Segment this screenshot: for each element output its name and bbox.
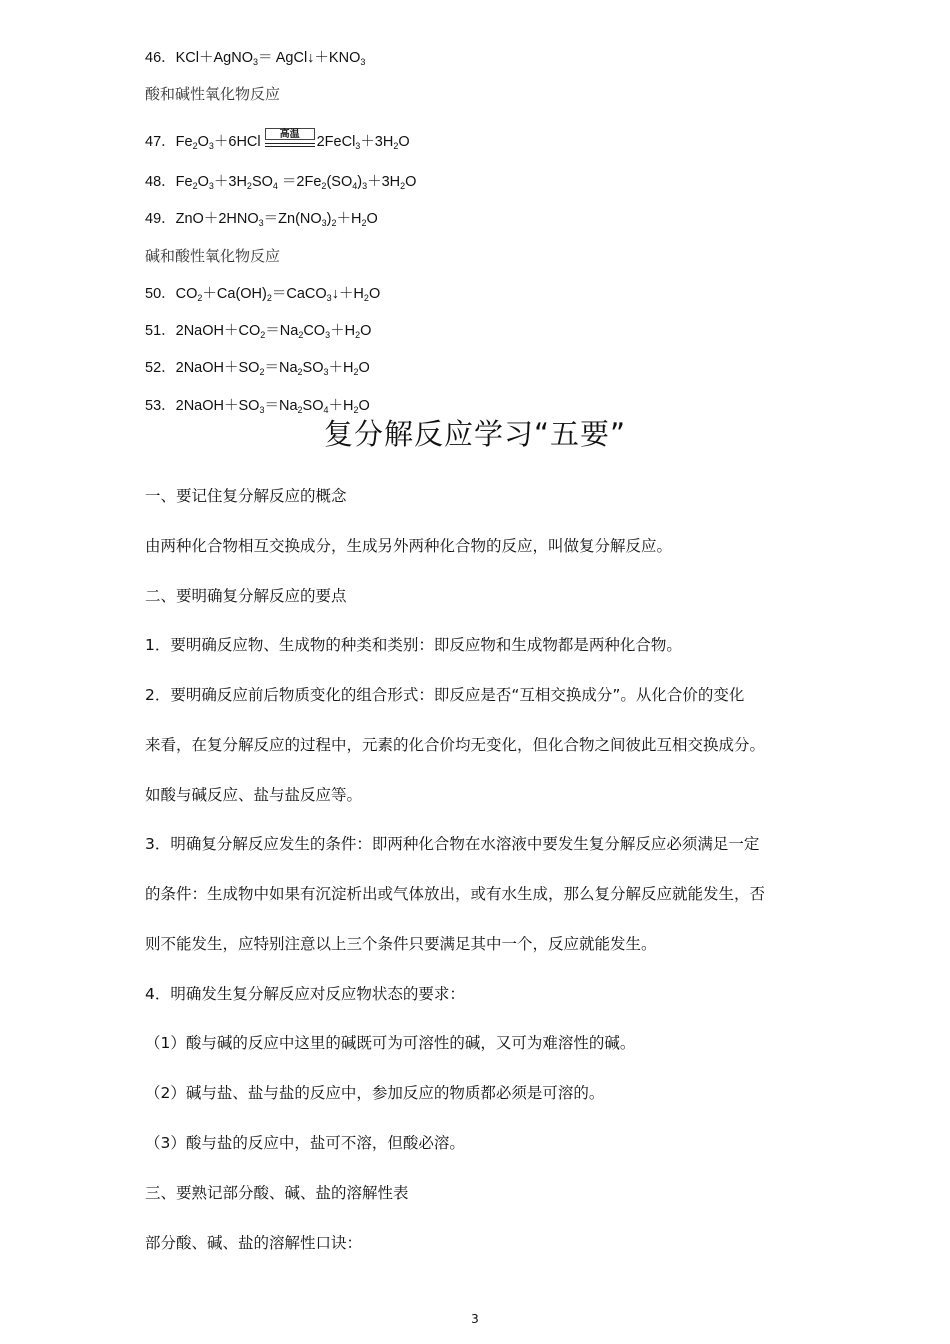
formula-text: SO: [251, 174, 273, 190]
subscript: 2: [298, 330, 304, 340]
category-heading: 碱和酸性氧化物反应: [145, 247, 281, 265]
equation-number: 47．: [145, 134, 176, 150]
formula-text: ): [357, 174, 363, 190]
formula-text: ＝2Fe: [277, 174, 322, 190]
subscript: 2: [197, 293, 203, 303]
formula-text: ＋Ca(OH): [202, 286, 267, 302]
formula-text: ): [326, 211, 332, 227]
formula-text: ＝Na: [265, 323, 299, 339]
formula-text: ＋3H: [367, 174, 401, 190]
paragraph-line: 如酸与碱反应、盐与盐反应等。: [145, 786, 363, 804]
list-item: （1）酸与碱的反应中这里的碱既可为可溶性的碱，又可为难溶性的碱。: [145, 1034, 636, 1052]
formula-text: ＝ AgCl↓＋KNO: [258, 50, 361, 66]
heading-concept: 一、要记住复分解反应的概念: [145, 487, 347, 505]
subscript: 3: [326, 293, 332, 303]
formula-text: CO: [175, 286, 198, 302]
paragraph-line: 则不能发生，应特别注意以上三个条件只要满足其中一个，反应就能发生。: [145, 935, 657, 953]
equation-51: [145, 321, 371, 341]
formula-text: ZnO＋2HNO: [175, 211, 259, 227]
subscript: 3: [321, 218, 327, 228]
subscript: 2: [355, 330, 361, 340]
formula-text: ＋H: [336, 211, 362, 227]
formula-text: (SO: [326, 174, 353, 190]
formula-text: O: [398, 134, 410, 150]
equation-53: [145, 396, 370, 416]
formula-text: ＋3H: [213, 174, 247, 190]
formula-text: Fe: [175, 134, 193, 150]
reaction-condition-sign: [265, 131, 315, 151]
formula-text: O: [368, 286, 381, 302]
formula-text: KCl＋AgNO: [175, 50, 253, 66]
paragraph-line: 的条件：生成物中如果有沉淀析出或气体放出，或有水生成，那么复分解反应就能发生，否: [145, 885, 766, 903]
paragraph-line: 由两种化合物相互交换成分，生成另外两种化合物的反应，叫做复分解反应。: [145, 537, 673, 555]
equation-number: 49．: [145, 211, 176, 227]
subscript: 2: [192, 141, 198, 151]
equation-number: 48．: [145, 174, 176, 190]
formula-text: ＝CaCO: [271, 286, 327, 302]
formula-text: O: [197, 134, 209, 150]
heading-key-points: 二、要明确复分解反应的要点: [145, 587, 347, 605]
equation-number: 52．: [145, 360, 176, 376]
subscript: 3: [208, 181, 214, 191]
formula-text: ＋3H: [360, 134, 394, 150]
paragraph-line: 2．要明确反应前后物质变化的组合形式：即反应是否“互相交换成分”。从化合价的变化: [145, 686, 745, 704]
paragraph-line: 3．明确复分解反应发生的条件：即两种化合物在水溶液中要发生复分解反应必须满足一定: [145, 835, 760, 853]
page-number: 3: [471, 1312, 479, 1326]
equation-52: [145, 358, 370, 378]
subscript: 2: [353, 367, 359, 377]
formula-text: ＝Na: [264, 398, 298, 414]
subscript: 3: [362, 181, 368, 191]
condition-label: 高温: [265, 128, 315, 140]
subscript: 3: [323, 367, 329, 377]
heading-solubility: 三、要熟记部分酸、碱、盐的溶解性表: [145, 1184, 409, 1202]
formula-text: SO: [302, 398, 324, 414]
equation-50: [145, 284, 380, 304]
subscript: 2: [321, 181, 327, 191]
equation-47: [145, 131, 410, 152]
formula-text: ＝Na: [264, 360, 298, 376]
formula-text: 2NaOH＋SO: [175, 360, 260, 376]
subscript: 2: [266, 293, 272, 303]
subscript: 3: [208, 141, 214, 151]
subscript: 3: [253, 57, 259, 67]
formula-text: 2FeCl: [316, 134, 356, 150]
formula-text: O: [405, 174, 417, 190]
equation-48: [145, 172, 416, 192]
equation-number: 46．: [145, 50, 176, 66]
formula-text: ↓＋H: [331, 286, 364, 302]
formula-text: O: [197, 174, 209, 190]
subscript: 2: [353, 405, 359, 415]
paragraph-line: 1．要明确反应物、生成物的种类和类别：即反应物和生成物都是两种化合物。: [145, 636, 682, 654]
subscript: 4: [272, 181, 278, 191]
formula-text: ＋H: [328, 360, 354, 376]
equation-number: 50．: [145, 286, 176, 302]
formula-text: SO: [302, 360, 324, 376]
subscript: 2: [400, 181, 406, 191]
list-item: （2）碱与盐、盐与盐的反应中，参加反应的物质都必须是可溶的。: [145, 1084, 605, 1102]
subscript: 2: [363, 293, 369, 303]
subscript: 3: [325, 330, 331, 340]
formula-text: O: [360, 323, 372, 339]
equation-49: [145, 209, 378, 229]
paragraph-line: 来看，在复分解反应的过程中，元素的化合价均无变化，但化合物之间彼此互相交换成分。: [145, 736, 766, 754]
formula-text: CO: [303, 323, 326, 339]
subscript: 3: [355, 141, 361, 151]
formula-text: Fe: [175, 174, 193, 190]
subscript: 2: [361, 218, 367, 228]
subscript: 2: [246, 181, 252, 191]
section-title: 复分解反应学习“五要”: [323, 417, 627, 451]
subscript: 2: [260, 330, 266, 340]
formula-text: O: [366, 211, 378, 227]
subscript: 3: [360, 57, 366, 67]
subscript: 2: [331, 218, 337, 228]
formula-text: 2NaOH＋CO: [175, 323, 261, 339]
subscript: 2: [393, 141, 399, 151]
subscript: 2: [297, 367, 303, 377]
equation-46: [145, 48, 365, 68]
subscript: 4: [352, 181, 358, 191]
formula-text: ＋H: [330, 323, 356, 339]
equation-number: 51．: [145, 323, 176, 339]
equation-number: 53．: [145, 398, 176, 414]
paragraph-line: 部分酸、碱、盐的溶解性口诀：: [145, 1234, 363, 1252]
subscript: 2: [192, 181, 198, 191]
paragraph-line: 4．明确发生复分解反应对反应物状态的要求：: [145, 985, 465, 1003]
subscript: 4: [323, 405, 329, 415]
category-heading: 酸和碱性氧化物反应: [145, 85, 281, 103]
formula-text: O: [358, 360, 370, 376]
formula-text: 2NaOH＋SO: [175, 398, 260, 414]
formula-text: ＝Zn(NO: [263, 211, 322, 227]
subscript: 2: [259, 367, 265, 377]
subscript: 3: [259, 405, 265, 415]
formula-text: ＋6HCl: [213, 134, 261, 150]
subscript: 2: [297, 405, 303, 415]
formula-text: O: [358, 398, 370, 414]
formula-text: ＋H: [328, 398, 354, 414]
subscript: 3: [258, 218, 264, 228]
list-item: （3）酸与盐的反应中，盐可不溶，但酸必溶。: [145, 1134, 465, 1152]
